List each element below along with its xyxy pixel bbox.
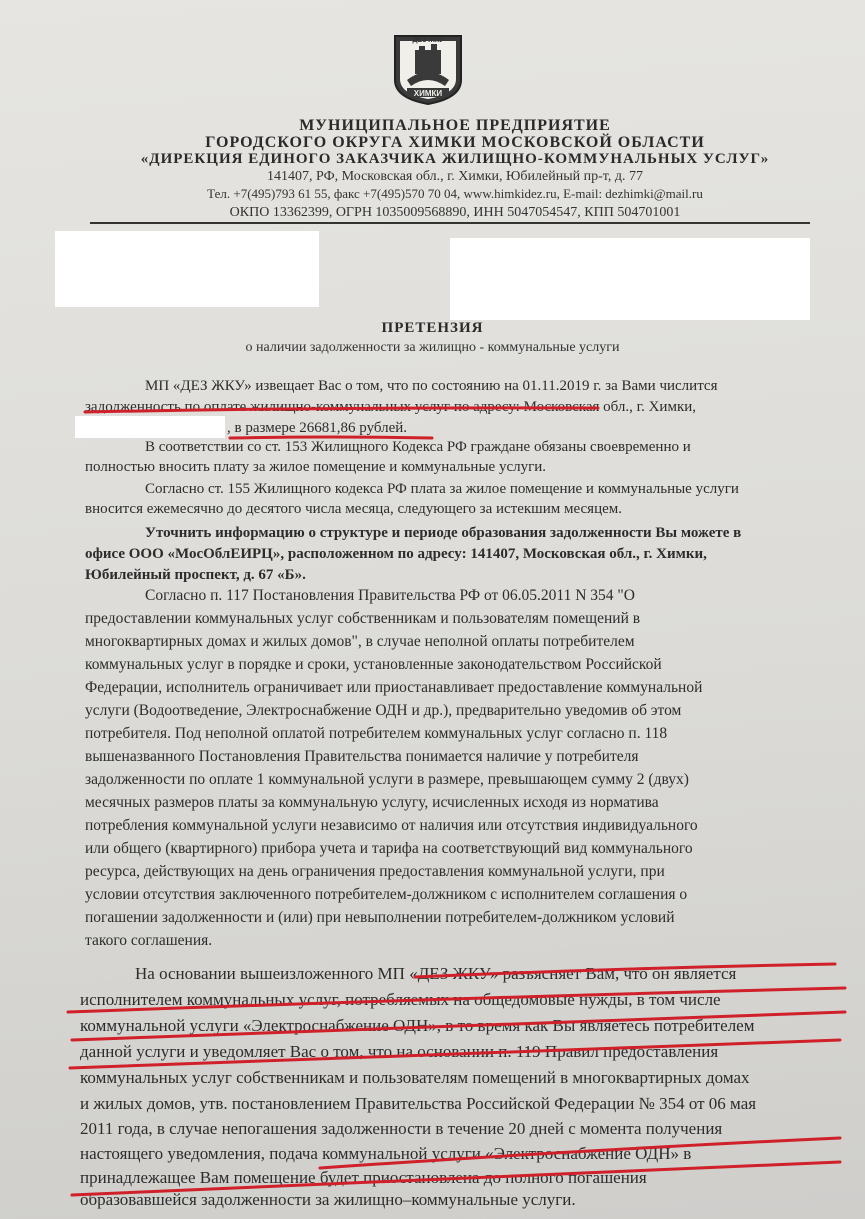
text-line: 2011 года, в случае непогашения задолженности в течение 20 дней с момента получения [80, 1119, 723, 1138]
logo-caption: ДЕЗ ЖКУ [412, 37, 444, 44]
text-line: полностью вносить плату за жилое помещение и коммунальные услуги. [85, 459, 547, 475]
text-line: В соответствии со ст. 153 Жилищного Кодекса РФ граждане обязаны своевременно и [145, 439, 691, 455]
text-line: принадлежащее Вам помещение будет приостановлена до полного погашения [80, 1168, 647, 1187]
text-line: образовавшейся задолженности за жилищно–коммунальные услуги. [80, 1190, 576, 1209]
text-line: данной услуги и уведомляет Вас о том, что на основании п. 119 Правил предоставления [80, 1042, 719, 1061]
text-line: Юбилейный проспект, д. 67 «Б». [85, 567, 306, 583]
org-name-line3: «ДИРЕКЦИЯ ЕДИНОГО ЗАКАЗЧИКА ЖИЛИЩНО-КОММУНАЛЬНЫХ УСЛУГ» [140, 151, 770, 167]
text-line-amount: , в размере 26681,86 рублей. [227, 420, 408, 436]
redacted-address [75, 416, 225, 438]
text-line: исполнителем коммунальных услуг, потребляемых на общедомовые нужды, в том числе [80, 990, 721, 1009]
text-line: ресурса, действующих на день ограничения предоставления коммунальной услуги, при [85, 863, 665, 880]
text-line: На основании вышеизложенного МП «ДЕЗ ЖКУ» разъясняет Вам, что он является [135, 964, 737, 983]
document-subtitle: о наличии задолженности за жилищно - коммунальные услуги [245, 340, 620, 355]
redacted-recipient-right [450, 238, 810, 320]
org-address: 141407, РФ, Московская обл., г. Химки, Юбилейный пр-т, д. 77 [267, 169, 643, 184]
text-line: и жилых домов, утв. постановлением Правительства Российской Федерации № 354 от 06 мая [80, 1094, 757, 1113]
redacted-recipient-left [55, 231, 319, 307]
org-registration-codes: ОКПО 13362399, ОГРН 1035009568890, ИНН 5047054547, КПП 504701001 [229, 205, 681, 220]
text-line: Федерации, исполнитель ограничивает или приостанавливает предоставление коммунальной [85, 679, 703, 696]
text-line: Согласно ст. 155 Жилищного кодекса РФ плата за жилое помещение и коммунальные услуги [145, 481, 739, 497]
paragraph-housing-code-153 [85, 437, 825, 481]
paragraph-power-suspension [80, 962, 830, 1212]
text-line: услуги (Водоотведение, Электроснабжение ОДН и др.), предварительно уведомив об этом [85, 702, 682, 719]
text-line: задолженность по оплате жилищно-коммунальных услуг по адресу: Московская обл., г. Химки, [85, 399, 697, 415]
text-line: задолженности по оплате 1 коммунальной услуги в размере, превышающем сумму 2 (двух) [85, 771, 689, 788]
paragraph-resolution-354 [85, 585, 825, 965]
org-name-line1: МУНИЦИПАЛЬНОЕ ПРЕДПРИЯТИЕ [299, 117, 611, 134]
text-line: коммунальных услуг в порядке и сроки, установленные законодательством Российской [85, 656, 662, 673]
paragraph-housing-code-155 [85, 479, 825, 523]
text-line: Уточнить информацию о структуре и периоде образования задолженности Вы можете в [145, 525, 742, 541]
text-line: потребления коммунальной услуги независимо от наличия или отсутствия индивидуального [85, 817, 698, 834]
text-line: Согласно п. 117 Постановления Правительства РФ от 06.05.2011 N 354 "О [145, 587, 635, 604]
text-line: месячных размеров платы за коммунальную услугу, исчисленных исходя из норматива [85, 794, 659, 811]
org-name-line2: ГОРОДСКОГО ОКРУГА ХИМКИ МОСКОВСКОЙ ОБЛАСТИ [205, 134, 705, 151]
header-divider [90, 222, 810, 224]
text-line: вышеназванного Постановления Правительства понимается наличие у потребителя [85, 748, 639, 765]
text-line: потребителя. Под неполной оплатой потребителем коммунальных услуг согласно п. 118 [85, 725, 668, 742]
paragraph-debt-notice [85, 376, 825, 446]
text-line: коммунальной услуги «Электроснабжение ОДН», в то время как Вы являетесь потребителем [80, 1016, 755, 1035]
text-line: условии отсутствия заключенного потребителем-должником с исполнителем соглашения о [85, 886, 688, 903]
text-line: предоставлении коммунальных услуг собственникам и пользователям помещений в [85, 610, 641, 627]
text-line: настоящего уведомления, подача коммунальной услуги «Электроснабжение ОДН» в [80, 1144, 692, 1163]
logo-city-name: ХИМКИ [413, 89, 443, 98]
org-contacts: Тел. +7(495)793 61 55, факс +7(495)570 70 04, www.himkidez.ru, E-mail: dezhimki@mail.ru [207, 186, 703, 201]
text-line: МП «ДЕЗ ЖКУ» извещает Вас о том, что по состоянию на 01.11.2019 г. за Вами числится [145, 378, 718, 394]
text-line: вносится ежемесячно до десятого числа месяца, следующего за истекшим месяцем. [85, 501, 622, 517]
text-line: многоквартирных домах и жилых домов", в случае неполной оплаты потребителем [85, 633, 635, 650]
text-line: коммунальных услуг собственникам и пользователям помещений в многоквартирных домах [80, 1068, 750, 1087]
paragraph-info-office [85, 523, 825, 589]
document-title: ПРЕТЕНЗИЯ [381, 320, 484, 336]
text-line: такого соглашения. [85, 932, 213, 949]
text-line: или общего (квартирного) прибора учета и тарифа на соответствующий вид коммунального [85, 840, 693, 857]
text-line: офисе ООО «МосОблЕИРЦ», расположенном по адресу: 141407, Московская обл., г. Химки, [85, 546, 707, 562]
text-line: погашении задолженности и (или) при невыполнении потребителем-должником условий [85, 909, 675, 926]
